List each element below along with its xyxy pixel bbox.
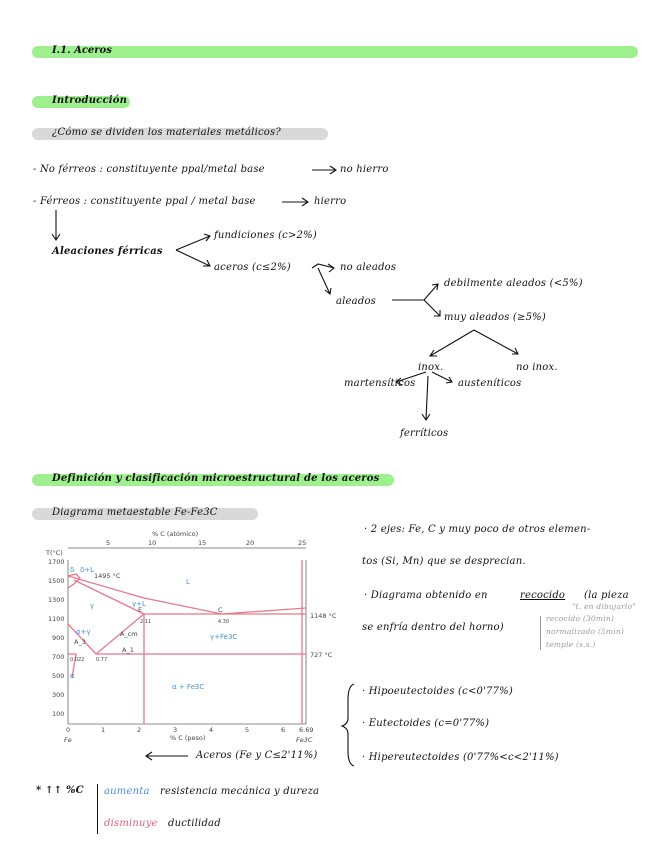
arrow-no-ferreos (312, 166, 336, 174)
phase-delta: δ (70, 566, 75, 574)
point-211: 2.11 (140, 619, 152, 625)
y-tick: 500 (52, 672, 65, 680)
side-note-bracket (540, 616, 541, 650)
intro-heading: Introducción (52, 95, 128, 106)
hipereutectoides: · Hipereutectoides (0'77%<c<2'11%) (362, 752, 559, 763)
side-note-1: recocido (30min) (546, 614, 614, 623)
classification-bracket (340, 680, 360, 770)
hipoeutectoides: · Hipoeutectoides (c<0'77%) (362, 686, 513, 697)
x-tick: 0 (66, 726, 71, 734)
fe-fe3c-diagram (36, 528, 336, 746)
no-hierro-text: no hierro (340, 164, 389, 175)
x-tick: 1 (101, 726, 106, 734)
y-tick: 100 (52, 710, 65, 718)
x-tick: 3 (173, 726, 178, 734)
phase-gamma-l: γ+L (132, 600, 146, 608)
label-a1: A_1 (122, 646, 134, 654)
y-tick: 1100 (48, 615, 65, 623)
temp-727: 727 °C (310, 651, 333, 659)
no-inox-text: no inox. (516, 362, 558, 373)
fe3c-label: Fe3C (296, 736, 313, 744)
fundiciones-text: fundiciones (c>2%) (214, 230, 317, 241)
phase-alpha-gamma: α+γ (76, 628, 91, 636)
x-top-ticks (106, 539, 306, 547)
side-note-2: normalizado (5min) (546, 627, 624, 636)
point-0022: 0.022 (70, 657, 85, 663)
aceros-text: aceros (c≤2%) (214, 262, 291, 273)
aceros-range-arrow (140, 746, 192, 766)
aceros-range-text: Aceros (Fe y C≤2'11%) (196, 750, 318, 761)
x-top-tick: 10 (148, 539, 157, 547)
x-top-tick: 20 (246, 539, 255, 547)
side-note-title: "t. en dibujarlo" (572, 602, 636, 611)
arrow-ferriticos (422, 376, 430, 420)
y-tick: 300 (52, 691, 65, 699)
temp-1148: 1148 °C (310, 612, 336, 620)
y-tick: 700 (52, 653, 65, 661)
arrow-no-inox (474, 330, 518, 354)
aleaciones-ferricas: Aleaciones férricas (52, 246, 163, 257)
y-axis-label: T(°C) (46, 549, 63, 557)
note-line2: tos (Si, Mn) que se desprecian. (362, 556, 526, 567)
no-aleados-text: no aleados (340, 262, 397, 273)
note-line3a: · Diagrama obtenido en (364, 590, 488, 601)
no-ferreos-line: - No férreos : constituyente ppal/metal base (33, 164, 265, 175)
arrow-debilmente (424, 284, 438, 300)
point-077: 0.77 (96, 657, 108, 663)
temp-1495: 1495 °C (94, 572, 121, 580)
arrow-fundiciones (176, 234, 210, 250)
arrow-austeniticos (432, 372, 452, 383)
footer-bracket (97, 784, 98, 834)
delta-region (68, 574, 80, 588)
arrow-no-aleados (312, 264, 334, 272)
arrow-martensiticos (396, 372, 426, 385)
phase-gamma: γ (90, 602, 95, 610)
point-c: C (218, 606, 223, 614)
martensiticos-text: martensíticos (344, 378, 416, 389)
y-tick: 900 (52, 634, 65, 642)
top-axis-label: % C (atómico) (152, 530, 199, 538)
side-note-3: temple (s.s.) (546, 640, 596, 649)
note-line1: · 2 ejes: Fe, C y muy poco de otros elemen- (364, 524, 591, 535)
note-line4: se enfría dentro del horno) (362, 622, 504, 633)
solidus-line (74, 580, 144, 614)
x-tick: 4 (209, 726, 214, 734)
footer-aumenta: aumenta (104, 786, 150, 797)
hierro-text: hierro (314, 196, 347, 207)
footer-prefix: * ↑↑ %C (36, 785, 84, 796)
section2-heading: Definición y clasificación microestructural de los aceros (52, 473, 380, 484)
footer-aumenta-rest: resistencia mecánica y dureza (160, 786, 320, 797)
label-acm: A_cm (120, 630, 138, 638)
arrow-down-aleaciones (52, 210, 60, 240)
question-text: ¿Cómo se dividen los materiales metálicos? (52, 127, 281, 138)
bottom-axis-label: % C (peso) (170, 734, 206, 742)
aleados-text: aleados (336, 296, 376, 307)
x-bottom-ticks (66, 726, 313, 734)
y-ticks (48, 558, 65, 718)
fe-label: Fe (64, 736, 72, 744)
arrow-ferreos (282, 198, 308, 206)
y-tick: 1700 (48, 558, 65, 566)
ferriticos-text: ferríticos (400, 428, 449, 439)
x-top-tick: 25 (298, 539, 307, 547)
note-line3b: (la pieza (584, 590, 629, 601)
footer-disminuye: disminuye (104, 818, 158, 829)
y-tick: 1500 (48, 577, 65, 585)
point-430: 4.30 (218, 619, 230, 625)
inox-text: inox. (418, 362, 444, 373)
x-top-tick: 15 (198, 539, 207, 547)
phase-gamma-fe3c: γ+Fe3C (210, 633, 238, 641)
phase-delta-l: δ+L (80, 566, 95, 574)
muy-aleados-text: muy aleados (≥5%) (444, 312, 546, 323)
footer-disminuye-rest: ductilidad (168, 818, 221, 829)
diagram-subheading: Diagrama metaestable Fe-Fe3C (52, 507, 218, 518)
arrow-inox (430, 330, 474, 356)
x-tick: 6 (281, 726, 286, 734)
x-tick: 5 (245, 726, 250, 734)
arrow-muy-aleados (424, 300, 440, 316)
austeniticos-text: austeníticos (458, 378, 522, 389)
phase-l: L (186, 578, 190, 586)
arrow-aceros (176, 250, 210, 266)
y-tick: 1300 (48, 596, 65, 604)
x-tick: 6.69 (299, 726, 314, 734)
x-top-tick: 5 (106, 539, 111, 547)
point-e: E (138, 606, 143, 614)
note-recocido: recocido (520, 590, 566, 601)
label-a3: A_3 (74, 638, 86, 646)
eutectoides: · Eutectoides (c=0'77%) (362, 718, 490, 729)
page-title: I.1. Aceros (52, 45, 112, 56)
x-tick: 2 (137, 726, 142, 734)
debilmente-text: debilmente aleados (<5%) (444, 278, 583, 289)
ferreos-line: - Férreos : constituyente ppal / metal base (33, 196, 256, 207)
phase-alpha-fe3c: α + Fe3C (172, 683, 205, 691)
phase-alpha: α (70, 672, 75, 680)
